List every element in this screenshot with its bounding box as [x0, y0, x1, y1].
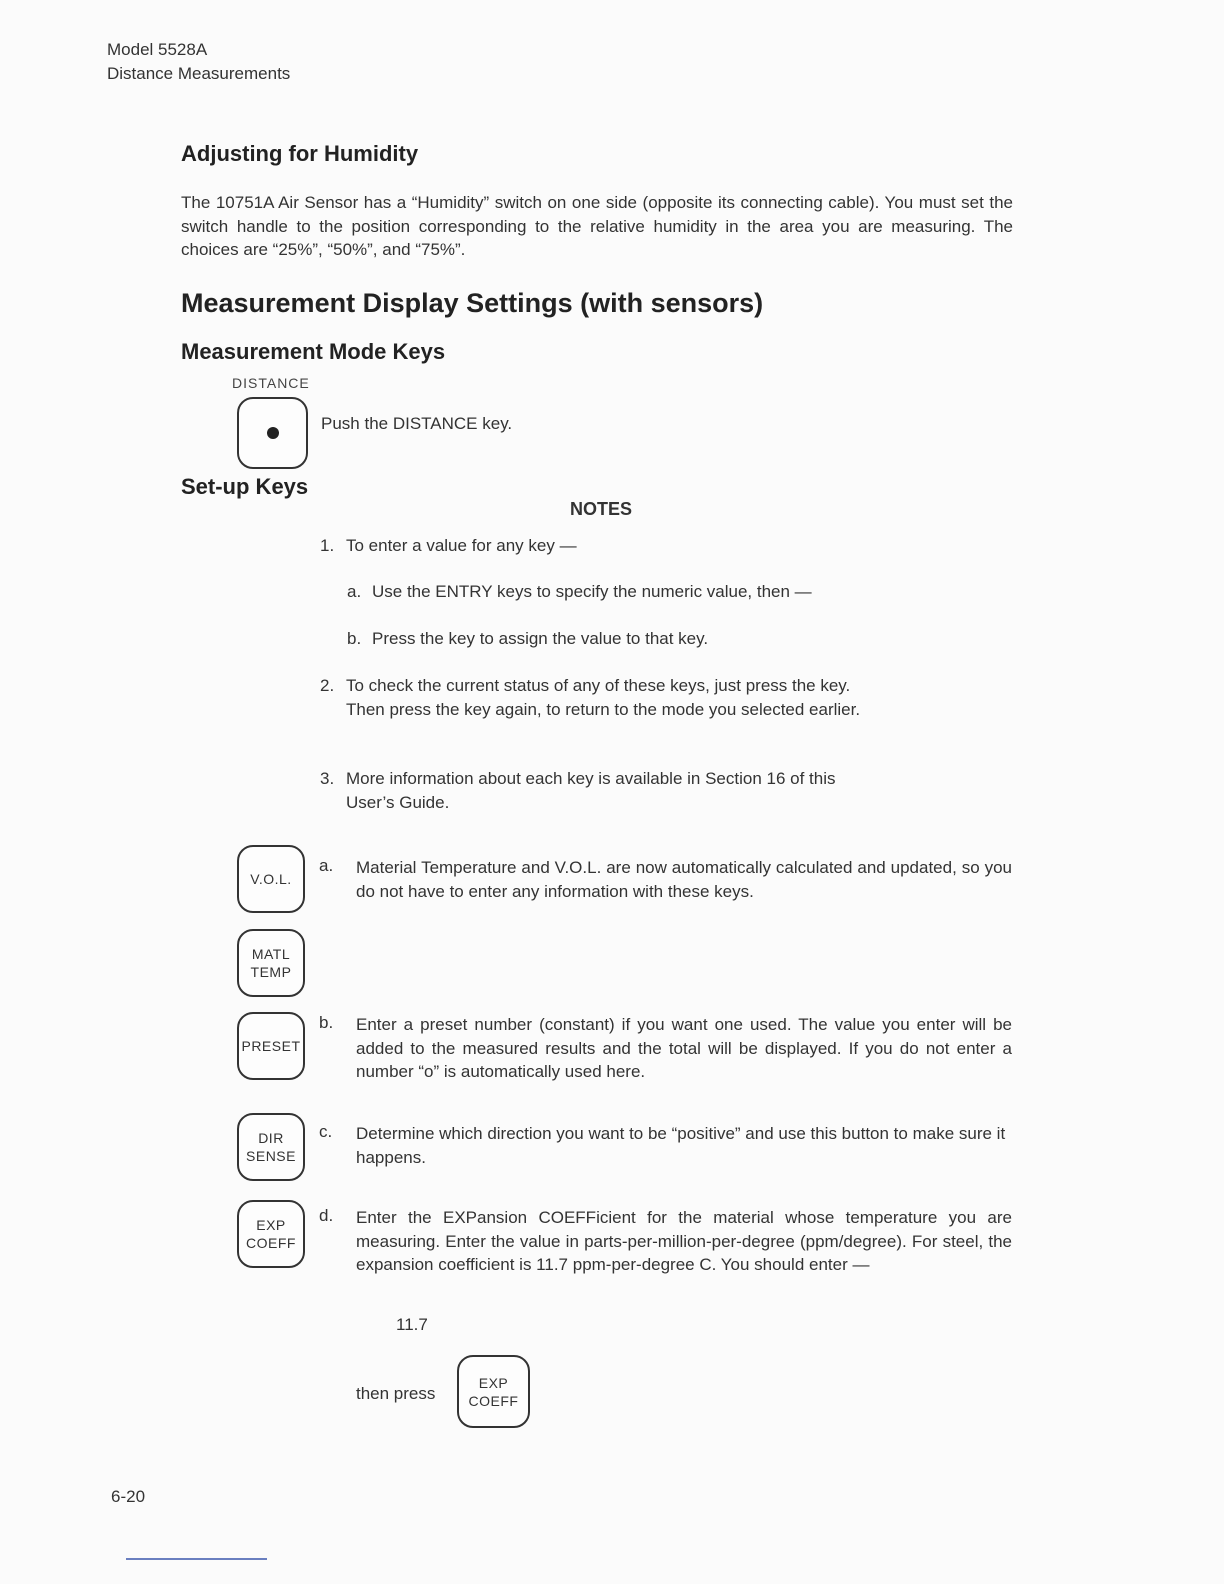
example-exp-coeff-key[interactable] [457, 1355, 530, 1428]
display-settings-heading: Measurement Display Settings (with sensors) [181, 288, 764, 318]
exp-coeff-key-label: EXP COEFF [246, 1217, 296, 1251]
description-c: Determine which direction you want to be “positive” and use this button to make sure it happens. [356, 1124, 1006, 1167]
matl-temp-key[interactable] [237, 929, 305, 997]
header-model: Model 5528A [107, 40, 208, 59]
exp-coeff-key[interactable] [237, 1200, 305, 1268]
note-text: To enter a value for any key — [346, 536, 577, 555]
distance-key[interactable] [237, 397, 308, 469]
description-marker: a. [319, 856, 334, 875]
note-number: 1. [320, 536, 335, 555]
then-press-text: then press [356, 1384, 436, 1403]
dot-icon [267, 427, 279, 439]
note-number: 2. [320, 676, 335, 695]
page-number: 6-20 [111, 1487, 146, 1506]
preset-key[interactable] [237, 1012, 305, 1080]
description-a: Material Temperature and V.O.L. are now automatically calculated and updated, so you do not have to enter any information with these keys. [356, 858, 1012, 901]
vol-key-label: V.O.L. [250, 871, 292, 887]
description-b: Enter a preset number (constant) if you want one used. The value you enter will be added to the measured results and the total will be displayed. If you do not enter a number “o” is automatically used here. [356, 1015, 1012, 1081]
example-key-label: EXP COEFF [468, 1374, 519, 1409]
note-text: More information about each key is available in Section 16 of this User’s Guide. [346, 769, 836, 812]
description-d: Enter the EXPansion COEFFicient for the material whose temperature you are measuring. Enter the value in parts-per-million-per-degree (ppm/degree). For steel, the expansion coefficient is 11.7 ppm-per-degree C. You should enter — [356, 1208, 1012, 1274]
description-marker: d. [319, 1206, 334, 1225]
note-text: To check the current status of any of these keys, just press the key. Then press the key again, to return to the mode you selected earlier. [346, 676, 861, 719]
dir-sense-key[interactable] [237, 1113, 305, 1181]
distance-instruction: Push the DISTANCE key. [321, 414, 513, 433]
note-subitem-marker: a. [347, 582, 362, 601]
example-value: 11.7 [396, 1315, 428, 1334]
header-section: Distance Measurements [107, 64, 291, 83]
notes-title: NOTES [570, 499, 633, 519]
mode-keys-heading: Measurement Mode Keys [181, 339, 446, 364]
vol-key[interactable] [237, 845, 305, 913]
dir-sense-key-label: DIR SENSE [246, 1130, 296, 1164]
distance-key-label: DISTANCE [232, 375, 310, 391]
setup-keys-heading: Set-up Keys [181, 474, 309, 499]
preset-key-label: PRESET [241, 1038, 301, 1054]
matl-temp-key-label: MATL TEMP [250, 946, 292, 980]
note-item [320, 534, 334, 558]
footer-rule [126, 1558, 267, 1560]
description-marker: c. [319, 1122, 333, 1141]
note-subitem-text: Use the ENTRY keys to specify the numeric value, then — [372, 582, 812, 601]
note-number: 3. [320, 769, 335, 788]
running-header [107, 38, 290, 86]
humidity-heading: Adjusting for Humidity [181, 141, 419, 166]
note-subitem-marker: b. [347, 629, 362, 648]
humidity-paragraph: The 10751A Air Sensor has a “Humidity” switch on one side (opposite its connecting cable). You must set the switch handle to the position corresponding to the relative humidity in the area you are measuring. The choices are “25%”, “50%”, and “75%”. [181, 193, 1013, 259]
note-subitem-text: Press the key to assign the value to that key. [372, 629, 709, 648]
description-marker: b. [319, 1013, 334, 1032]
